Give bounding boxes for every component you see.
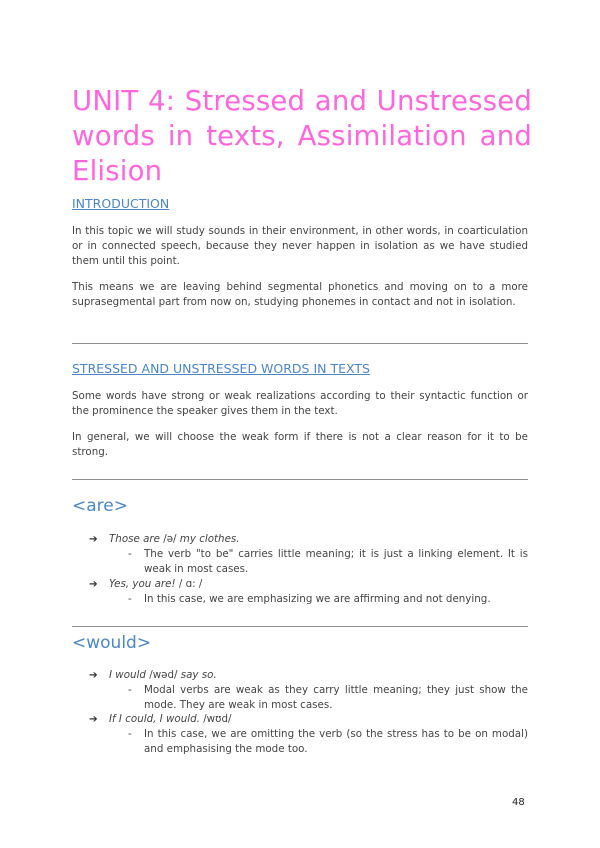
example-are-1-note bbox=[128, 547, 528, 577]
dash-bullet: - bbox=[128, 548, 132, 560]
introduction-heading: INTRODUCTION bbox=[72, 196, 170, 211]
arrow-bullet-icon: ➔ bbox=[89, 578, 98, 590]
note-text: Modal verbs are weak as they carry little meaning; they just show the mode. They are weak in most cases. bbox=[144, 684, 528, 711]
example-text: say so. bbox=[177, 669, 217, 681]
example-are-1 bbox=[89, 532, 240, 546]
stressed-heading: STRESSED AND UNSTRESSED WORDS IN TEXTS bbox=[72, 361, 370, 376]
example-text: If I could, I would. bbox=[109, 713, 204, 725]
dash-bullet: - bbox=[128, 684, 132, 696]
phonetic-transcription: /wəd/ bbox=[149, 669, 178, 681]
page-number: 48 bbox=[512, 797, 525, 808]
phonetic-transcription: /wʊd/ bbox=[203, 713, 232, 725]
phonetic-transcription: / ɑ: / bbox=[178, 578, 203, 590]
example-text: Those are bbox=[109, 533, 164, 545]
title-line-3: Elision bbox=[72, 155, 163, 187]
dash-bullet: - bbox=[128, 728, 132, 740]
example-text: my clothes. bbox=[176, 533, 240, 545]
example-are-2 bbox=[89, 577, 202, 591]
note-text: In this case, we are omitting the verb (so the stress has to be on modal) and emphasising the mode too. bbox=[144, 728, 528, 755]
note-text: The verb "to be" carries little meaning; it is just a linking element. It is weak in most cases. bbox=[144, 548, 528, 575]
example-would-1-note bbox=[128, 683, 528, 713]
section-divider bbox=[72, 626, 528, 627]
example-text: I would bbox=[109, 669, 150, 681]
arrow-bullet-icon: ➔ bbox=[89, 533, 98, 545]
example-would-2 bbox=[89, 712, 231, 726]
arrow-bullet-icon: ➔ bbox=[89, 713, 98, 725]
title-line-2: words in texts, Assimilation and bbox=[72, 120, 532, 152]
note-text: In this case, we are emphasizing we are affirming and not denying. bbox=[144, 593, 491, 605]
are-heading: <are> bbox=[72, 496, 128, 516]
would-heading: <would> bbox=[72, 633, 152, 653]
unit-title bbox=[72, 84, 532, 189]
introduction-paragraph-1: In this topic we will study sounds in their environment, in other words, in coarticulation or in connected speech, because they never happen in isolation as we have studied them until this point. bbox=[72, 225, 528, 267]
section-divider bbox=[72, 343, 528, 344]
stressed-paragraph-2: In general, we will choose the weak form if there is not a clear reason for it to be strong. bbox=[72, 431, 528, 458]
example-are-2-note bbox=[128, 592, 528, 607]
stressed-paragraph-1: Some words have strong or weak realizations according to their syntactic function or the prominence the speaker gives them in the text. bbox=[72, 390, 528, 417]
introduction-paragraph-2: This means we are leaving behind segmental phonetics and moving on to a more suprasegmental part from now on, studying phonemes in contact and not in isolation. bbox=[72, 281, 528, 308]
phonetic-transcription: /ə/ bbox=[163, 533, 177, 545]
example-text: Yes, you are! bbox=[109, 578, 179, 590]
arrow-bullet-icon: ➔ bbox=[89, 669, 98, 681]
title-line-1: UNIT 4: Stressed and Unstressed bbox=[72, 85, 532, 117]
dash-bullet: - bbox=[128, 593, 132, 605]
section-divider bbox=[72, 479, 528, 480]
example-would-1 bbox=[89, 668, 217, 682]
example-would-2-note bbox=[128, 727, 528, 757]
